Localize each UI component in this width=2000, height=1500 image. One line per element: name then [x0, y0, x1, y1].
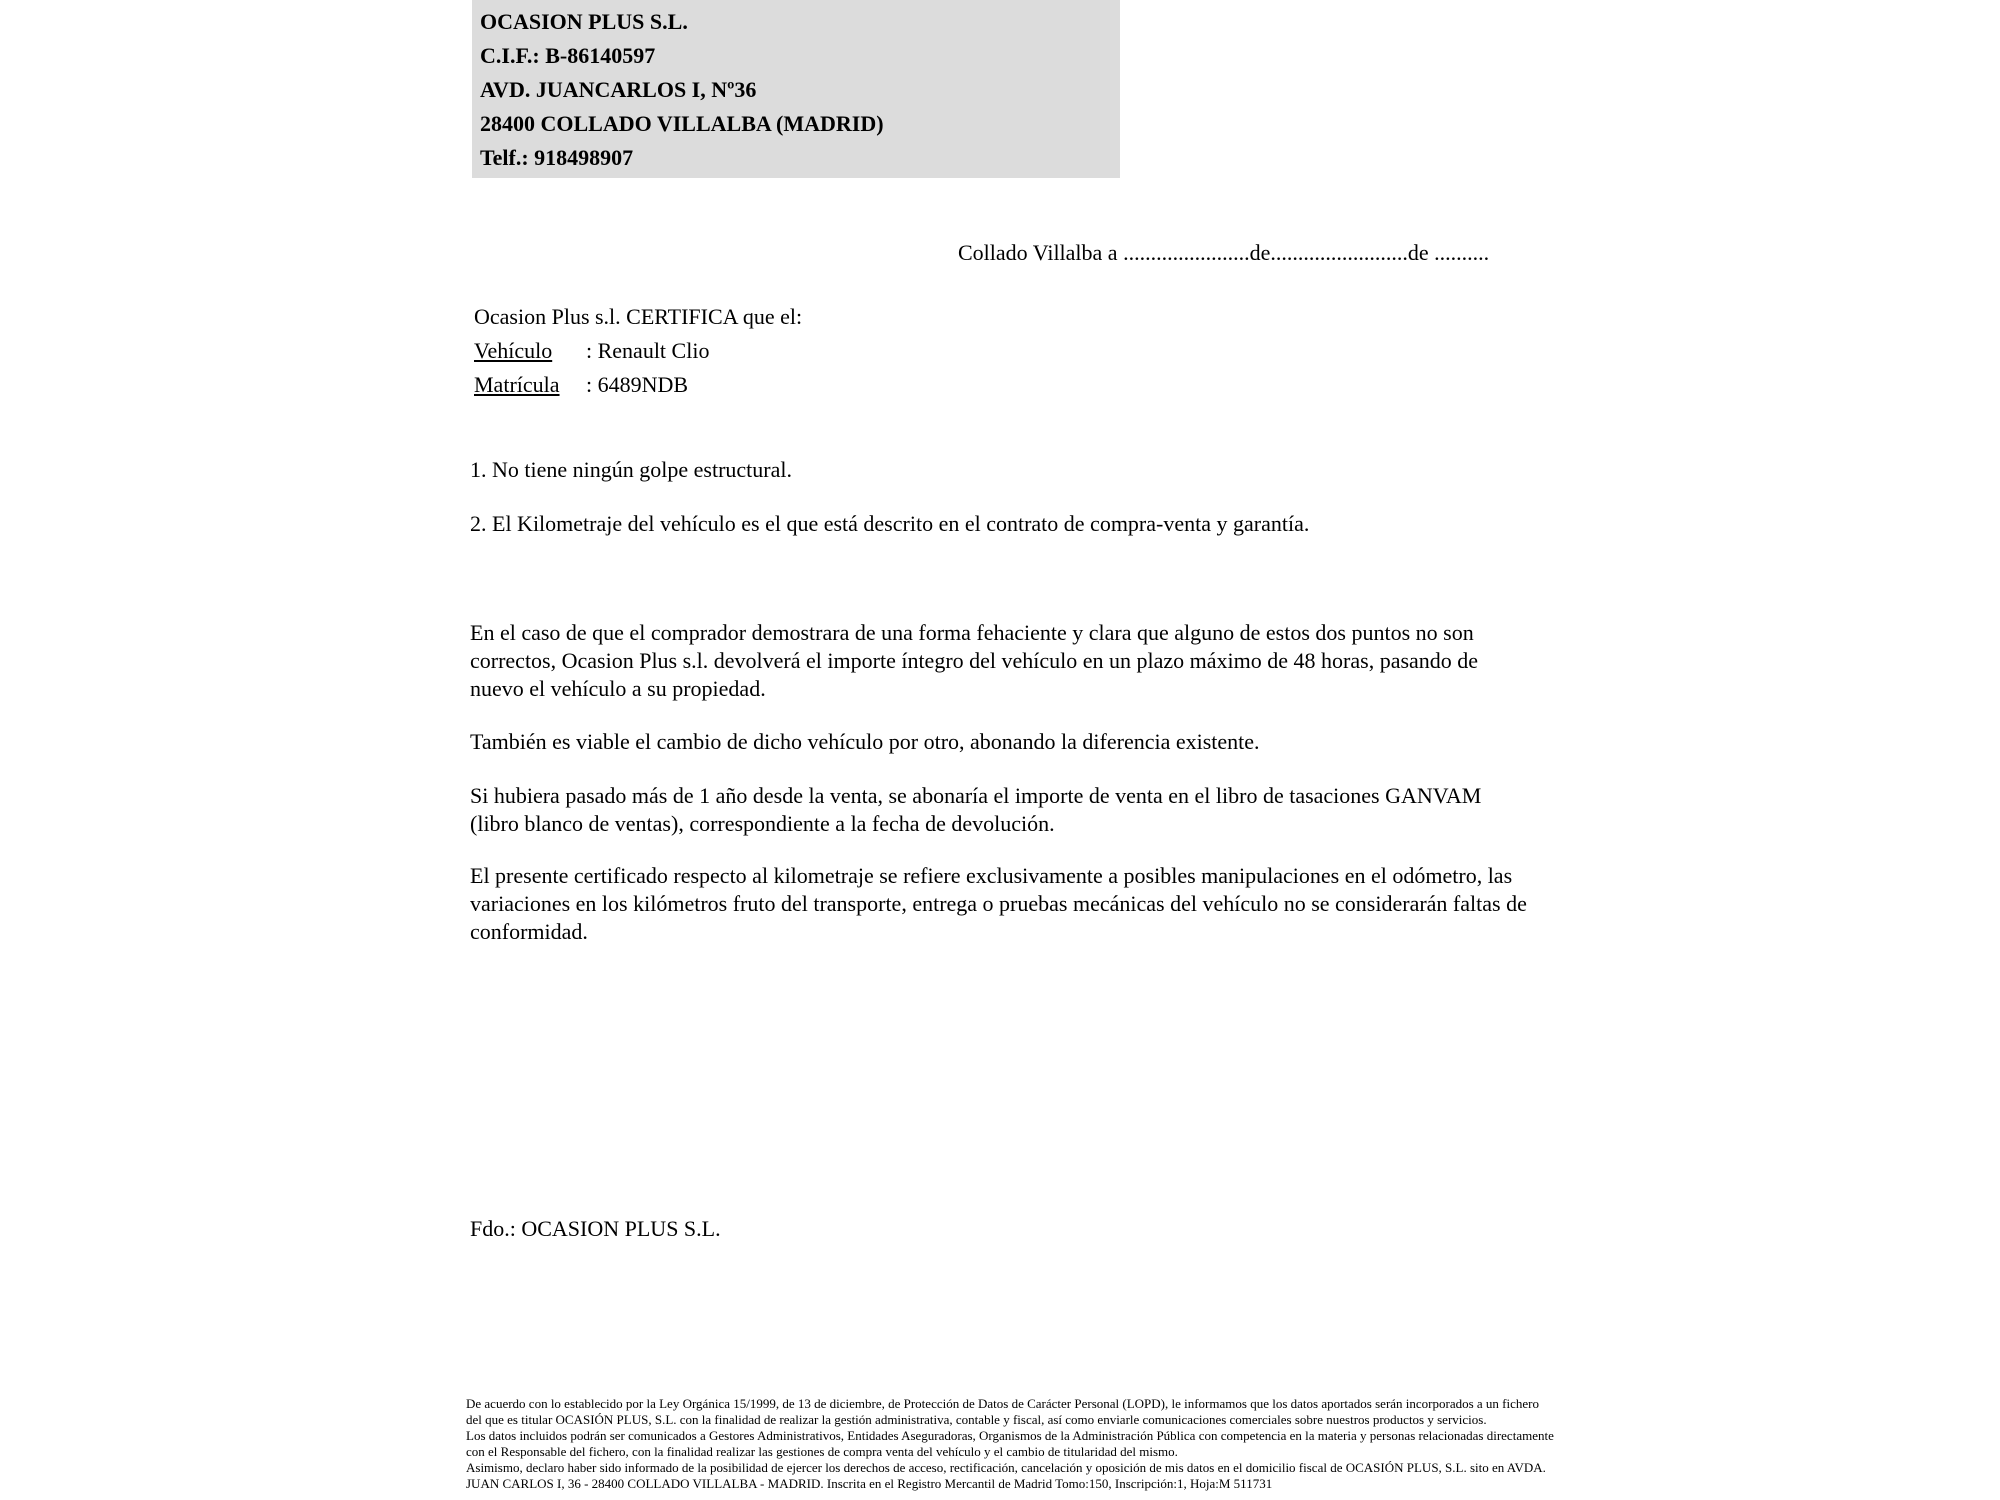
certification-block: [474, 300, 802, 402]
footer-paragraph-data-sharing: Los datos incluidos podrán ser comunicados a Gestores Administrativos, Entidades Aseguradoras, Organismos de la Administración Pública con competencia en la materia y personas relacionadas directamente con el Responsable del fichero, con la finalidad realizar las gestiones de compra venta del vehículo y el cambio de titularidad del mismo.: [466, 1428, 1554, 1459]
vehicle-label: Vehículo: [474, 338, 553, 363]
company-name: OCASION PLUS S.L.: [480, 9, 688, 34]
certify-intro: Ocasion Plus s.l. CERTIFICA que el:: [474, 304, 803, 329]
paragraph-exchange: También es viable el cambio de dicho vehículo por otro, abonando la diferencia existente.: [470, 729, 1260, 754]
legal-footer: [466, 1396, 1556, 1492]
clause-structural-damage: 1. No tiene ningún golpe estructural.: [470, 457, 792, 482]
paragraph-odometer: El presente certificado respecto al kilometraje se refiere exclusivamente a posibles manipulaciones en el odómetro, las variaciones en los kilómetros fruto del transporte, entrega o pruebas mecánicas del vehículo no se considerarán faltas de conformidad.: [470, 863, 1527, 944]
paragraph-refund: En el caso de que el comprador demostrara de una forma fehaciente y clara que alguno de estos dos puntos no son correctos, Ocasion Plus s.l. devolverá el importe íntegro del vehículo en un plazo máximo de 48 horas, pasando de nuevo el vehículo a su propiedad.: [470, 620, 1479, 701]
company-phone: Telf.: 918498907: [480, 145, 634, 170]
plate-row: [474, 368, 802, 402]
vehicle-value: : Renault Clio: [586, 338, 710, 363]
plate-value: : 6489NDB: [586, 372, 689, 397]
signature-line: Fdo.: OCASION PLUS S.L.: [470, 1216, 721, 1241]
company-header: [472, 0, 1120, 178]
clause-mileage: 2. El Kilometraje del vehículo es el que está descrito en el contrato de compra-venta y garantía.: [470, 511, 1310, 536]
date-line: Collado Villalba a .......................de.........................de ..........: [958, 240, 1490, 265]
footer-paragraph-lopd: De acuerdo con lo establecido por la Ley Orgánica 15/1999, de 13 de diciembre, de Protección de Datos de Carácter Personal (LOPD), le informamos que los datos aportados serán incorporados a un fichero del que es titular OCASIÓN PLUS, S.L. con la finalidad de realizar la gestión administrativa, contable y fiscal, así como enviarle comunicaciones comerciales sobre nuestros productos y servicios.: [466, 1396, 1539, 1427]
footer-paragraph-rights: Asimismo, declaro haber sido informado de la posibilidad de ejercer los derechos de acceso, rectificación, cancelación y oposición de mis datos en el domicilio fiscal de OCASIÓN PLUS, S.L. sito en AVDA. JUAN CARLOS I, 36 - 28400 COLLADO VILLALBA - MADRID. Inscrita en el Registro Mercantil de Madrid Tomo:150, Inscripción:1, Hoja:M 511731: [466, 1460, 1546, 1491]
company-city: 28400 COLLADO VILLALBA (MADRID): [480, 111, 884, 136]
company-cif: C.I.F.: B-86140597: [480, 43, 656, 68]
vehicle-row: [474, 334, 802, 368]
paragraph-ganvam: Si hubiera pasado más de 1 año desde la venta, se abonaría el importe de venta en el libro de tasaciones GANVAM (libro blanco de ventas), correspondiente a la fecha de devolución.: [470, 783, 1482, 836]
company-address: AVD. JUANCARLOS I, Nº36: [480, 77, 757, 102]
plate-label: Matrícula: [474, 372, 560, 397]
